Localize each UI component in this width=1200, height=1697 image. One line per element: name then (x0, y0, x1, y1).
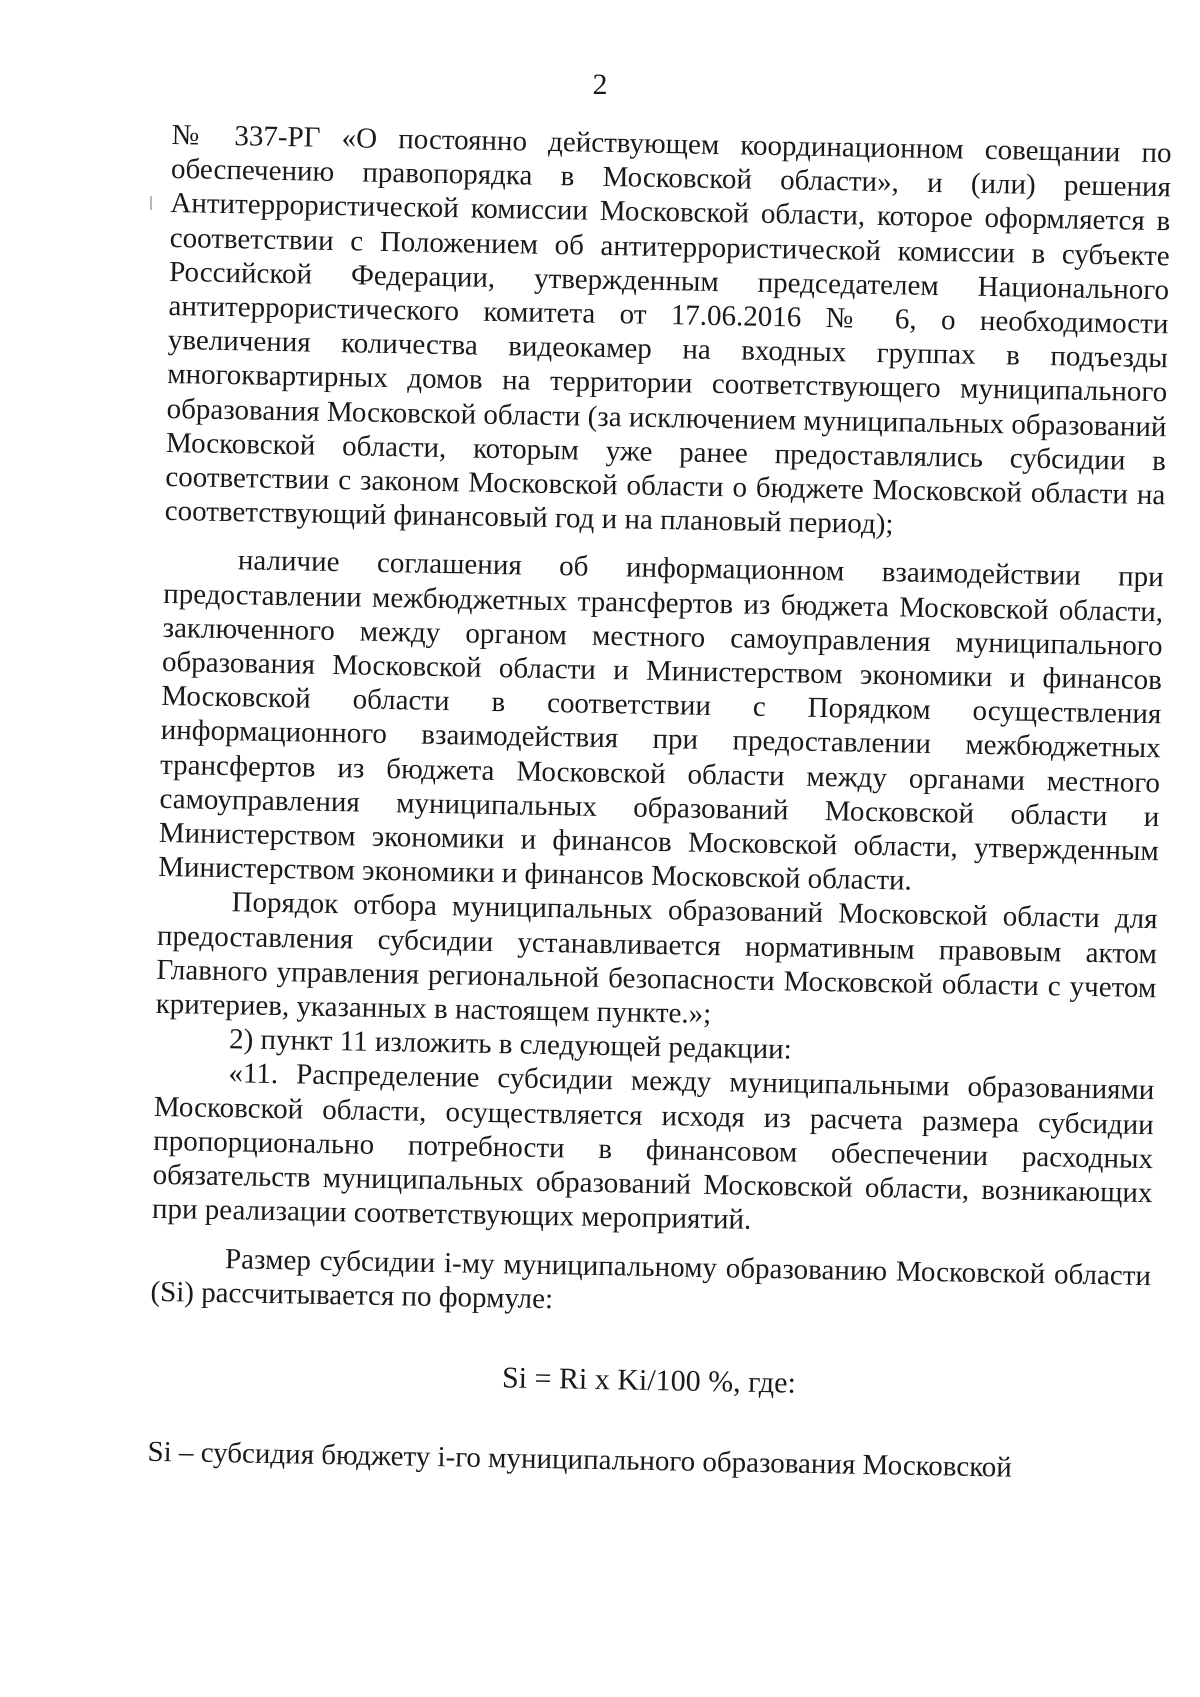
page-number: 2 (592, 68, 608, 101)
document-body (147, 118, 1172, 1487)
scan-margin-mark (150, 196, 152, 210)
paragraph-subsidy-size: Размер субсидии i-му муниципальному образованию Московской области (Si) рассчитывается по формуле: (150, 1242, 1152, 1315)
formula: Si = Ri x Ki/100 %, где: (501, 1361, 797, 1400)
paragraph-agreement-criterion: наличие соглашения об информационном взаимодействии при предоставлении межбюджетных трансфертов из бюджета Московской области, заключенного между органом местного самоуправления муниципального образования Московской области и Министерством экономики и финансов Московской области в соответствии с Порядком осуществления информационного взаимодействия при предоставлении межбюджетных трансфертов из бюджета Московской области между органами местного самоуправления муниципальных образований Московской области и Министерством экономики и финансов Московской области, утвержденным Министерством экономики и финансов Московской области. (157, 544, 1165, 897)
paragraph-amendment-item: 2) пункт 11 изложить в следующей редакции: (228, 1023, 792, 1066)
paragraph-selection-procedure: Порядок отбора муниципальных образований Московской области для предоставления субсидии устанавливается нормативным правовым актом Главного управления региональной безопасности Московской области с учетом критериев, указанных в настоящем пункте.»; (155, 886, 1158, 1031)
paragraph-distribution: «11. Распределение субсидии между муниципальными образованиями Московской области, осуществляется исходя из расчета размера субсидии пропорционально потребности в финансовом обеспечении расходных обязательств муниципальных образований Московской области, возникающих при реализации соответствующих мероприятий. (151, 1057, 1155, 1237)
paragraph-definition-si: Si – субсидия бюджету i-го муниципального образования Московской (147, 1435, 1013, 1484)
paragraph-continuation: № 337-РГ «О постоянно действующем координационном совещании по обеспечению правопорядка в Московской области», и (или) решения Антитеррористической комиссии Московской области, которое оформляется в соответствии с Положением об антитеррористической комиссии в субъекте Российской Федерации, утвержденным председателем Национального антитеррористического комитета от 17.06.2016 № 6, о необходимости увеличения количества видеокамер на входных группах в подъезды многоквартирных домов на территории соответствующего муниципального образования Московской области (за исключением муниципальных образований Московской области, которым уже ранее предоставлялись субсидии в соответствии с законом Московской области о бюджете Московской области на соответствующий финансовый год и на плановый период); (164, 118, 1172, 541)
